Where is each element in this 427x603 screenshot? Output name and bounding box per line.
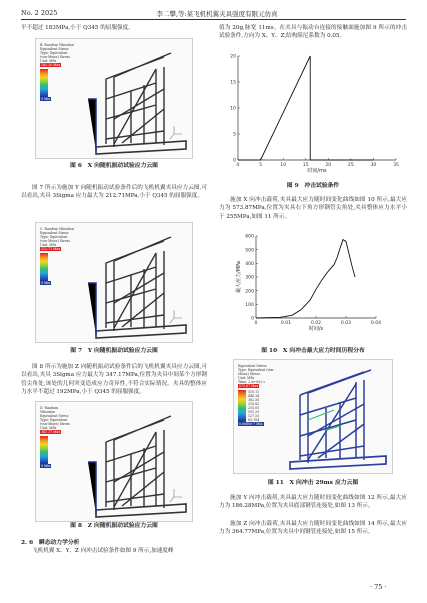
y-tick-label: 200 [245,289,254,295]
y-tick-label: 300 [245,275,254,281]
fixture-model [36,402,192,521]
y-tick-label: 0 [251,316,254,322]
y-tick-label: 5 [233,132,236,138]
section-heading: 2. 6 瞬态动力学分析 [21,540,80,546]
figure-11-caption: 图 11 X 向冲击 29ms 应力云图 [267,480,359,486]
x-axis-label: 时间/ms [307,168,327,174]
page-number: · 75 · [370,583,387,591]
x-tick-label: 5 [259,163,263,168]
y-tick-label: 20 [230,54,236,60]
running-title: 李二攀,等:某飞机机翼夹具强度有限元仿真 [156,10,278,18]
series-line [256,240,355,318]
figure-6-caption: 图 6 X 向随机振动试验应力云图 [70,163,158,169]
journal-issue: No. 2 2025 [21,9,58,17]
paragraph-bottom-2: 施加 Z 向冲击载荷,夹具最大应力随时间变化曲线如图 14 所示,最大应力为 364.77MPa,位置为夹具中间钢管连接处,如图 15 所示。 [219,521,407,536]
paragraph-top-left: 平不超过 183MPa,小于 Q345 的屈服强度。 [21,25,134,31]
figure-7-caption: 图 7 Y 向随机振动试验应力云图 [70,348,158,354]
x-tick-label: 10 [280,163,287,168]
x-tick-label: 35 [393,163,399,168]
legend-levels: 510.11 446.34 382.58 318.82 255.05 191.29 127.53 63.764 [248,390,260,422]
y-tick-label: 0 [233,158,236,164]
fem-legend: Equivalent Stress Type: Equivalent (von-Mises) Stress Unit: MPa Time: 2.9e-002 s 573.87 Max 510.11 446.34 382.58 318.82 255.05 191.29 127.53 63.764 0.0080e-7 Min [238,364,275,426]
y-tick-label: 400 [245,261,254,267]
x-tick-label: 30 [370,163,377,168]
y-tick-label: 10 [230,106,236,112]
x-tick-label: 0 [236,163,240,168]
y-tick-label: 600 [245,234,254,240]
figure-10-chart [226,230,396,340]
y-tick-label: 15 [230,80,236,86]
x-tick-label: 0.02 [310,321,322,326]
fixture-model [234,360,392,473]
x-tick-label: 0.01 [280,321,292,326]
shock-pulse-chart [230,54,399,174]
figure-10-caption: 图 10 X 向冲击最大应力时间历程分布 [261,348,365,354]
x-tick-label: 25 [347,163,354,168]
paragraph-figure-10: 施加 X 向冲击载荷,夹具最大应力随时间变化曲线如图 10 所示,最大应力为 573.87MPa,位置为夹具右下角方形钢管尖角处,夹具整体应力水平小于 255MPa,如图 11 所示。 [219,197,407,220]
y-tick-label: 100 [245,302,254,308]
fem-stress-plot-y [35,222,193,343]
series-line [238,56,373,160]
fixture-model [36,223,192,342]
fem-legend: C: Random Vibration Equivalent Stress Type: Equivalent (von-Mises) Stress Unit: MPa 212.71 Max 0 Min [40,227,74,285]
y-axis-label: 最大应力/MPa [236,261,242,293]
x-tick-label: 0.04 [370,321,382,326]
x-axis-label: 时间/s [308,326,324,332]
fem-legend: D: Random Vibration Equivalent Stress Type: Equivalent (von-Mises) Stress Unit: MPa 347.17 Max 0 Min [40,406,70,468]
paragraph-bottom-1: 施加 Y 向冲击载荷,夹具最大应力随时间变化曲线如图 12 所示,最大应力为 186.28MPa,位置为夹具底部钢管连接处,如图 13 所示。 [219,495,407,510]
paragraph-top-right: 值为 20g,脉宽 11ms。在夹具与振动台连接的接触面施加图 9 所示的冲击试验条件,方向为 X、Y、Z,结构阻尼系数为 0.05。 [219,25,407,40]
y-tick-label: 500 [245,248,254,254]
paragraph-figure-7: 图 7 所示为施加 Y 向随机振动试验条件后的飞机机翼夹具应力云图,可以看出,夹具 3Sigma 应力最大为 212.71MPa,小于 Q345 的屈服强度。 [21,185,207,200]
figure-9-caption: 图 9 冲击试验条件 [286,183,340,189]
fem-shock-stress-plot [233,359,393,474]
max-stress-history-chart [235,234,381,332]
header-rule [21,19,406,20]
x-tick-label: 20 [325,163,332,168]
figure-8-caption: 图 8 Z 向随机振动试验应力云图 [70,523,158,529]
fem-legend: B: Random Vibration Equivalent Stress Type: Equivalent (von-Mises) Stress Unit: MPa 183.20 Max 0 Min [40,43,74,101]
fixture-model [36,39,192,158]
x-tick-label: 0.03 [340,321,352,326]
fem-stress-plot-z [35,401,193,522]
x-tick-label: 0 [254,321,258,326]
paragraph-figure-8: 图 8 所示为施加 Z 向随机振动试验条件后的飞机机翼夹具应力云图,可以看出,夹具 3Sigma 应力最大为 347.17MPa,位置为夹具中间某个方形钢管尖角处,该处的几何突变造成应力奇异性,不符合实际情况。夹具的整体应力水平不超过 192MPa,小于 Q345 的屈服强度。 [21,364,207,396]
paragraph-section: 飞机机翼 X、Y、Z 向冲击试验条件如图 9 所示,加速度峰 [32,548,174,554]
fem-stress-plot-x [35,38,193,159]
x-tick-label: 15 [302,163,309,168]
figure-9-chart [220,50,406,178]
